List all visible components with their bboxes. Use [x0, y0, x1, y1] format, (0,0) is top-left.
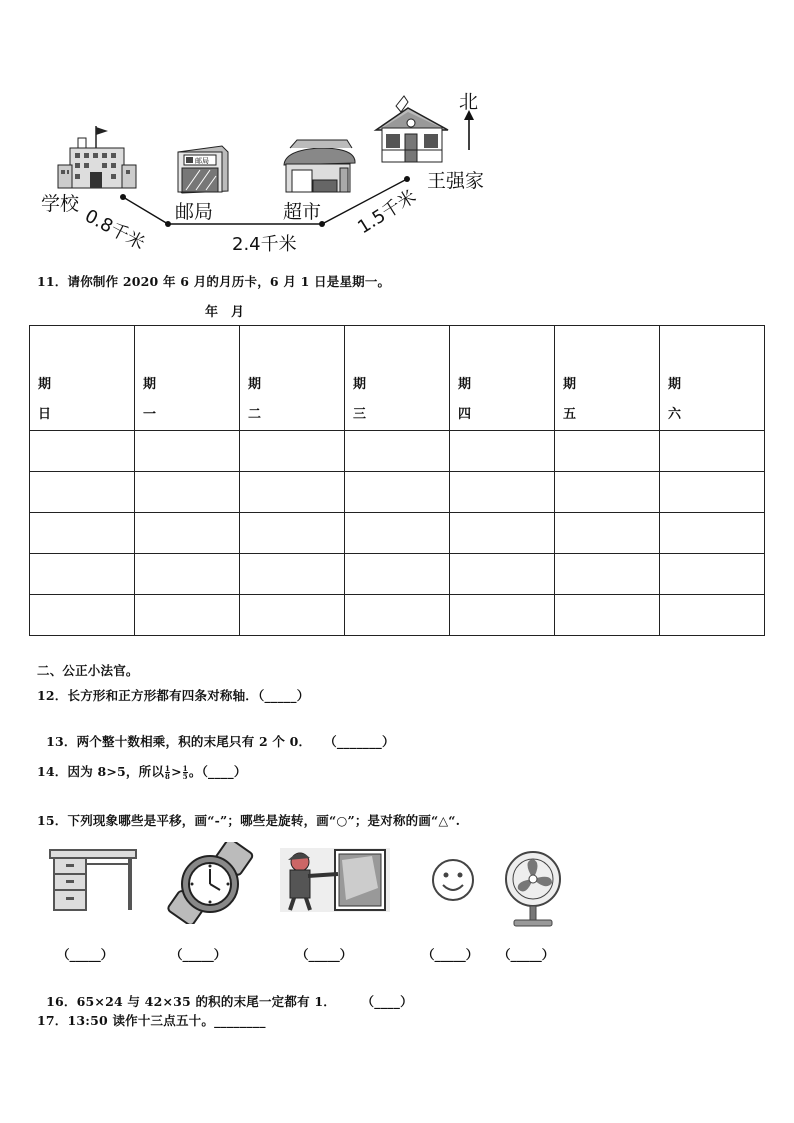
- question-14-text: 14．因为 8>5，所以: [37, 764, 165, 779]
- question-16: [37, 977, 413, 1010]
- header-text-top: 期: [563, 377, 577, 392]
- route-dot-school: [120, 194, 126, 200]
- header-text-bottom: 二: [248, 407, 262, 422]
- question-14: [37, 762, 247, 780]
- answer-blank-14[interactable]: ____: [208, 764, 234, 779]
- calendar-day-cell[interactable]: [240, 513, 345, 554]
- distance-market-home: 1.5千米: [354, 186, 421, 239]
- fraction-denominator: 5: [182, 772, 188, 781]
- section-2-title: 二、公正小法官。: [37, 663, 139, 678]
- calendar-day-cell[interactable]: [345, 595, 450, 636]
- calendar-day-cell[interactable]: [450, 595, 555, 636]
- question-14-close: ）: [233, 764, 247, 779]
- header-text-top: 期: [458, 377, 472, 392]
- header-text-bottom: 六: [668, 407, 682, 422]
- header-text-bottom: 五: [563, 407, 577, 422]
- fraction-numerator: 1: [182, 764, 188, 773]
- calendar-day-cell[interactable]: [660, 595, 765, 636]
- question-17-text: 17．13:50 读作十三点五十。: [37, 1013, 215, 1028]
- person-pushing-door-icon: [280, 848, 390, 912]
- calendar-day-cell[interactable]: [450, 472, 555, 513]
- answer-paren-smiley[interactable]: （_____）: [422, 947, 479, 962]
- calendar-day-cell[interactable]: [135, 554, 240, 595]
- desk-icon: [48, 846, 140, 914]
- header-text-top: 期: [38, 377, 52, 392]
- answer-blank-12[interactable]: _____: [264, 688, 297, 703]
- answer-blank-17[interactable]: ________: [214, 1013, 266, 1028]
- answer-blank-13[interactable]: _______: [336, 734, 383, 749]
- calendar-day-cell[interactable]: [30, 431, 135, 472]
- calendar-day-cell[interactable]: [555, 472, 660, 513]
- calendar-day-cell[interactable]: [345, 431, 450, 472]
- calendar-day-cell[interactable]: [660, 472, 765, 513]
- calendar-day-cell[interactable]: [450, 513, 555, 554]
- calendar-week-row: [30, 595, 765, 636]
- calendar-day-cell[interactable]: [660, 554, 765, 595]
- calendar-day-cell[interactable]: [135, 595, 240, 636]
- compass-label: 北: [459, 91, 479, 113]
- north-arrow-icon: [464, 110, 474, 150]
- supermarket-icon: [284, 140, 355, 192]
- calendar-day-cell[interactable]: [660, 431, 765, 472]
- calendar-day-cell[interactable]: [135, 472, 240, 513]
- wristwatch-icon: [163, 842, 259, 924]
- question-16-close: ）: [400, 994, 413, 1009]
- header-text-bottom: 日: [38, 407, 52, 422]
- answer-paren-desk[interactable]: （_____）: [57, 947, 114, 962]
- calendar-week-row: [30, 513, 765, 554]
- fraction-one-fifth: [183, 765, 188, 780]
- calendar-header-row: [30, 326, 765, 431]
- calendar-day-cell[interactable]: [555, 513, 660, 554]
- answer-paren-fan[interactable]: （_____）: [498, 947, 555, 962]
- calendar-year-month: 年 月: [205, 305, 245, 320]
- question-14-post: 。（: [188, 764, 209, 779]
- label-school: 学校: [41, 193, 80, 215]
- fraction-denominator: 8: [165, 772, 171, 781]
- calendar-day-cell[interactable]: [450, 554, 555, 595]
- question-17: [37, 1011, 266, 1029]
- calendar-header-cell: [240, 326, 345, 431]
- answer-paren-door[interactable]: （_____）: [296, 947, 353, 962]
- calendar-day-cell[interactable]: [240, 595, 345, 636]
- post-sign-text: 邮局: [195, 158, 209, 165]
- fraction-one-eighth: [165, 765, 170, 780]
- calendar-day-cell[interactable]: [135, 431, 240, 472]
- calendar-day-cell[interactable]: [240, 554, 345, 595]
- calendar-day-cell[interactable]: [660, 513, 765, 554]
- calendar-table: [29, 325, 765, 636]
- calendar-day-cell[interactable]: [555, 554, 660, 595]
- question-15: 15．下列现象哪些是平移，画“-”；哪些是旋转，画“○”；是对称的画“△“.: [37, 813, 461, 828]
- answer-blank-16[interactable]: ____: [374, 994, 401, 1009]
- header-text-bottom: 三: [353, 407, 367, 422]
- question-11: 11．请你制作 2020 年 6 月的月历卡，6 月 1 日是星期一。: [37, 274, 391, 289]
- electric-fan-icon: [500, 849, 566, 929]
- calendar-day-cell[interactable]: [555, 431, 660, 472]
- question-13-text: 13．两个整十数相乘，积的末尾只有 2 个 0． （: [46, 734, 337, 749]
- calendar-week-row: [30, 472, 765, 513]
- answer-paren-watch[interactable]: （_____）: [170, 947, 227, 962]
- header-text-top: 期: [143, 377, 157, 392]
- route-dot-post: [165, 221, 171, 227]
- post-office-icon: [178, 146, 228, 193]
- house-icon: [376, 96, 448, 162]
- label-supermarket: 超市: [283, 201, 322, 223]
- calendar-week-row: [30, 554, 765, 595]
- distance-school-post: 0.8千米: [81, 205, 149, 255]
- calendar-day-cell[interactable]: [345, 472, 450, 513]
- header-text-top: 期: [353, 377, 367, 392]
- calendar-day-cell[interactable]: [450, 431, 555, 472]
- calendar-day-cell[interactable]: [135, 513, 240, 554]
- calendar-header-cell: [450, 326, 555, 431]
- distance-post-market: 2.4千米: [232, 234, 297, 255]
- route-dot-home: [404, 176, 410, 182]
- header-text-top: 期: [248, 377, 262, 392]
- greater-than-sign: >: [171, 764, 182, 779]
- school-building-icon: [58, 126, 136, 188]
- calendar-header-cell: [660, 326, 765, 431]
- calendar-week-row: [30, 431, 765, 472]
- question-12-text: 12．长方形和正方形都有四条对称轴．（: [37, 688, 265, 703]
- calendar-day-cell[interactable]: [240, 472, 345, 513]
- question-12: [37, 686, 309, 704]
- header-text-bottom: 一: [143, 407, 157, 422]
- calendar-day-cell[interactable]: [30, 595, 135, 636]
- label-home: 王强家: [427, 170, 485, 192]
- calendar-day-cell[interactable]: [30, 513, 135, 554]
- calendar-header-cell: [30, 326, 135, 431]
- question-13-close: ）: [382, 734, 395, 749]
- calendar-day-cell[interactable]: [30, 472, 135, 513]
- calendar-day-cell[interactable]: [555, 595, 660, 636]
- fraction-numerator: 1: [165, 764, 171, 773]
- calendar-header-cell: [345, 326, 450, 431]
- label-post-office: 邮局: [175, 201, 214, 223]
- calendar-header-cell: [555, 326, 660, 431]
- calendar-day-cell[interactable]: [240, 431, 345, 472]
- calendar-header-cell: [135, 326, 240, 431]
- calendar-day-cell[interactable]: [345, 513, 450, 554]
- calendar-day-cell[interactable]: [345, 554, 450, 595]
- calendar-day-cell[interactable]: [30, 554, 135, 595]
- question-12-close: ）: [296, 688, 310, 703]
- question-16-text: 16．65×24 与 42×35 的积的末尾一定都有 1． （: [46, 994, 375, 1009]
- smiley-face-icon: [430, 857, 476, 903]
- header-text-bottom: 四: [458, 407, 472, 422]
- question-13: [37, 717, 395, 750]
- header-text-top: 期: [668, 377, 682, 392]
